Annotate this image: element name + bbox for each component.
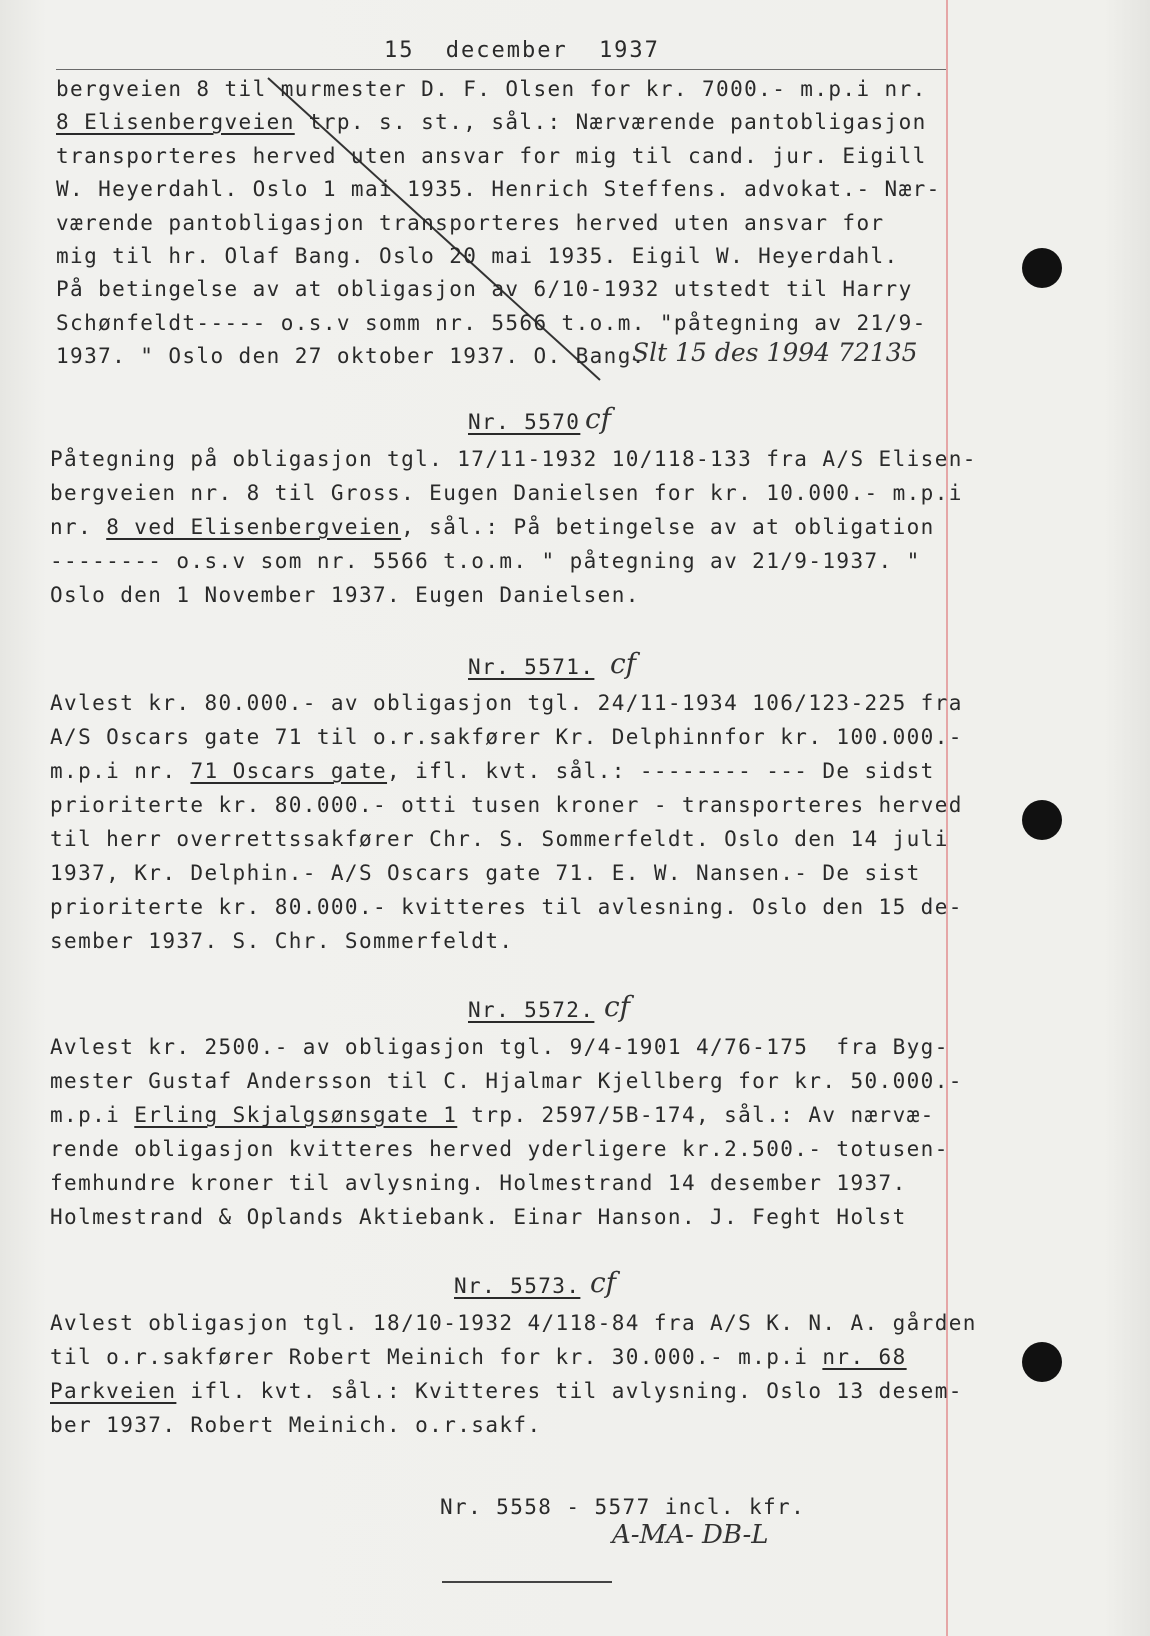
text-line: nr. 8 ved Elisenbergveien, sål.: På betingelse av at obligation: [50, 515, 935, 539]
text-line: femhundre kroner til avlysning. Holmestrand 14 desember 1937.: [50, 1171, 907, 1195]
text-line: bergveien 8 til murmester D. F. Olsen for kr. 7000.- m.p.i nr.: [56, 77, 927, 101]
entry-number: Nr. 5573.: [454, 1274, 581, 1298]
underlined-address: 8 ved Elisenbergveien: [106, 515, 402, 539]
underlined-address: 71 Oscars gate: [190, 759, 388, 783]
text-line: til herr overrettssakfører Chr. S. Sommerfeldt. Oslo den 14 juli: [50, 827, 949, 851]
check-mark: cf: [604, 990, 631, 1023]
footer-rule: [442, 1581, 612, 1583]
text-line: A/S Oscars gate 71 til o.r.sakfører Kr. Delphinnfor kr. 100.000.-: [50, 725, 963, 749]
check-mark: cf: [610, 647, 637, 680]
text-line: Avlest kr. 2500.- av obligasjon tgl. 9/4-1901 4/76-175 fra Byg-: [50, 1035, 949, 1059]
handwritten-initials: A-MA- DB-L: [612, 1520, 769, 1550]
text-line: transporteres herved uten ansvar for mig til cand. jur. Eigill: [56, 144, 927, 168]
underlined-address: nr. 68: [822, 1345, 907, 1369]
text-line: prioriterte kr. 80.000.- kvitteres til avlesning. Oslo den 15 de-: [50, 895, 963, 919]
text-line: rende obligasjon kvitteres herved yderligere kr.2.500.- totusen-: [50, 1137, 949, 1161]
text-line: Holmestrand & Oplands Aktiebank. Einar Hanson. J. Feght Holst: [50, 1205, 907, 1229]
text-line: Schønfeldt----- o.s.v somm nr. 5566 t.o.m. "påtegning av 21/9-: [56, 311, 927, 335]
entry-number: Nr. 5572.: [468, 998, 595, 1022]
text-line: m.p.i Erling Skjalgsønsgate 1 trp. 2597/5B-174, sål.: Av nærvæ-: [50, 1103, 935, 1127]
page-date-header: 15 december 1937: [384, 38, 660, 63]
text-line: -------- o.s.v som nr. 5566 t.o.m. " påtegning av 21/9-1937. ": [50, 549, 921, 573]
text-line: m.p.i nr. 71 Oscars gate, ifl. kvt. sål.: -------- --- De sidst: [50, 759, 935, 783]
text-line: Avlest kr. 80.000.- av obligasjon tgl. 24/11-1934 106/123-225 fra: [50, 691, 963, 715]
text-line: På betingelse av at obligasjon av 6/10-1932 utstedt til Harry: [56, 277, 913, 301]
entry-number: Nr. 5571.: [468, 655, 595, 679]
text-line: Oslo den 1 November 1937. Eugen Danielsen.: [50, 583, 640, 607]
check-mark: cf: [585, 402, 612, 435]
underlined-address: Parkveien: [50, 1379, 177, 1403]
text-line: mig til hr. Olaf Bang. Oslo 20 mai 1935. Eigil W. Heyerdahl.: [56, 244, 899, 268]
text-line: værende pantobligasjon transporteres herved uten ansvar for: [56, 211, 885, 235]
text-line: 8 Elisenbergveien trp. s. st., sål.: Nærværende pantobligasjon: [56, 110, 927, 134]
text-line: prioriterte kr. 80.000.- otti tusen kroner - transporteres herved: [50, 793, 963, 817]
text-line: ber 1937. Robert Meinich. o.r.sakf.: [50, 1413, 542, 1437]
text-line: 1937. " Oslo den 27 oktober 1937. O. Bang.: [56, 344, 646, 368]
text-line: Påtegning på obligasjon tgl. 17/11-1932 10/118-133 fra A/S Elisen-: [50, 447, 977, 471]
entry-number: Nr. 5570: [468, 410, 581, 434]
header-rule: [56, 69, 946, 70]
text-line: W. Heyerdahl. Oslo 1 mai 1935. Henrich Steffens. advokat.- Nær-: [56, 177, 941, 201]
text-line: sember 1937. S. Chr. Sommerfeldt.: [50, 929, 514, 953]
text-line: bergveien nr. 8 til Gross. Eugen Danielsen for kr. 10.000.- m.p.i: [50, 481, 963, 505]
text-line: Avlest obligasjon tgl. 18/10-1932 4/118-84 fra A/S K. N. A. gården: [50, 1311, 977, 1335]
text-line: Parkveien ifl. kvt. sål.: Kvitteres til avlysning. Oslo 13 desem-: [50, 1379, 963, 1403]
underlined-address: Erling Skjalgsønsgate 1: [134, 1103, 458, 1127]
text-line: 1937, Kr. Delphin.- A/S Oscars gate 71. E. W. Nansen.- De sist: [50, 861, 921, 885]
footer-range: Nr. 5558 - 5577 incl. kfr.: [440, 1495, 806, 1519]
text-line: til o.r.sakfører Robert Meinich for kr. 30.000.- m.p.i nr. 68: [50, 1345, 907, 1369]
handwritten-note: Slt 15 des 1994 72135: [632, 338, 918, 367]
check-mark: cf: [590, 1266, 617, 1299]
underlined-address: 8 Elisenbergveien: [56, 110, 295, 134]
text-line: mester Gustaf Andersson til C. Hjalmar Kjellberg for kr. 50.000.-: [50, 1069, 963, 1093]
